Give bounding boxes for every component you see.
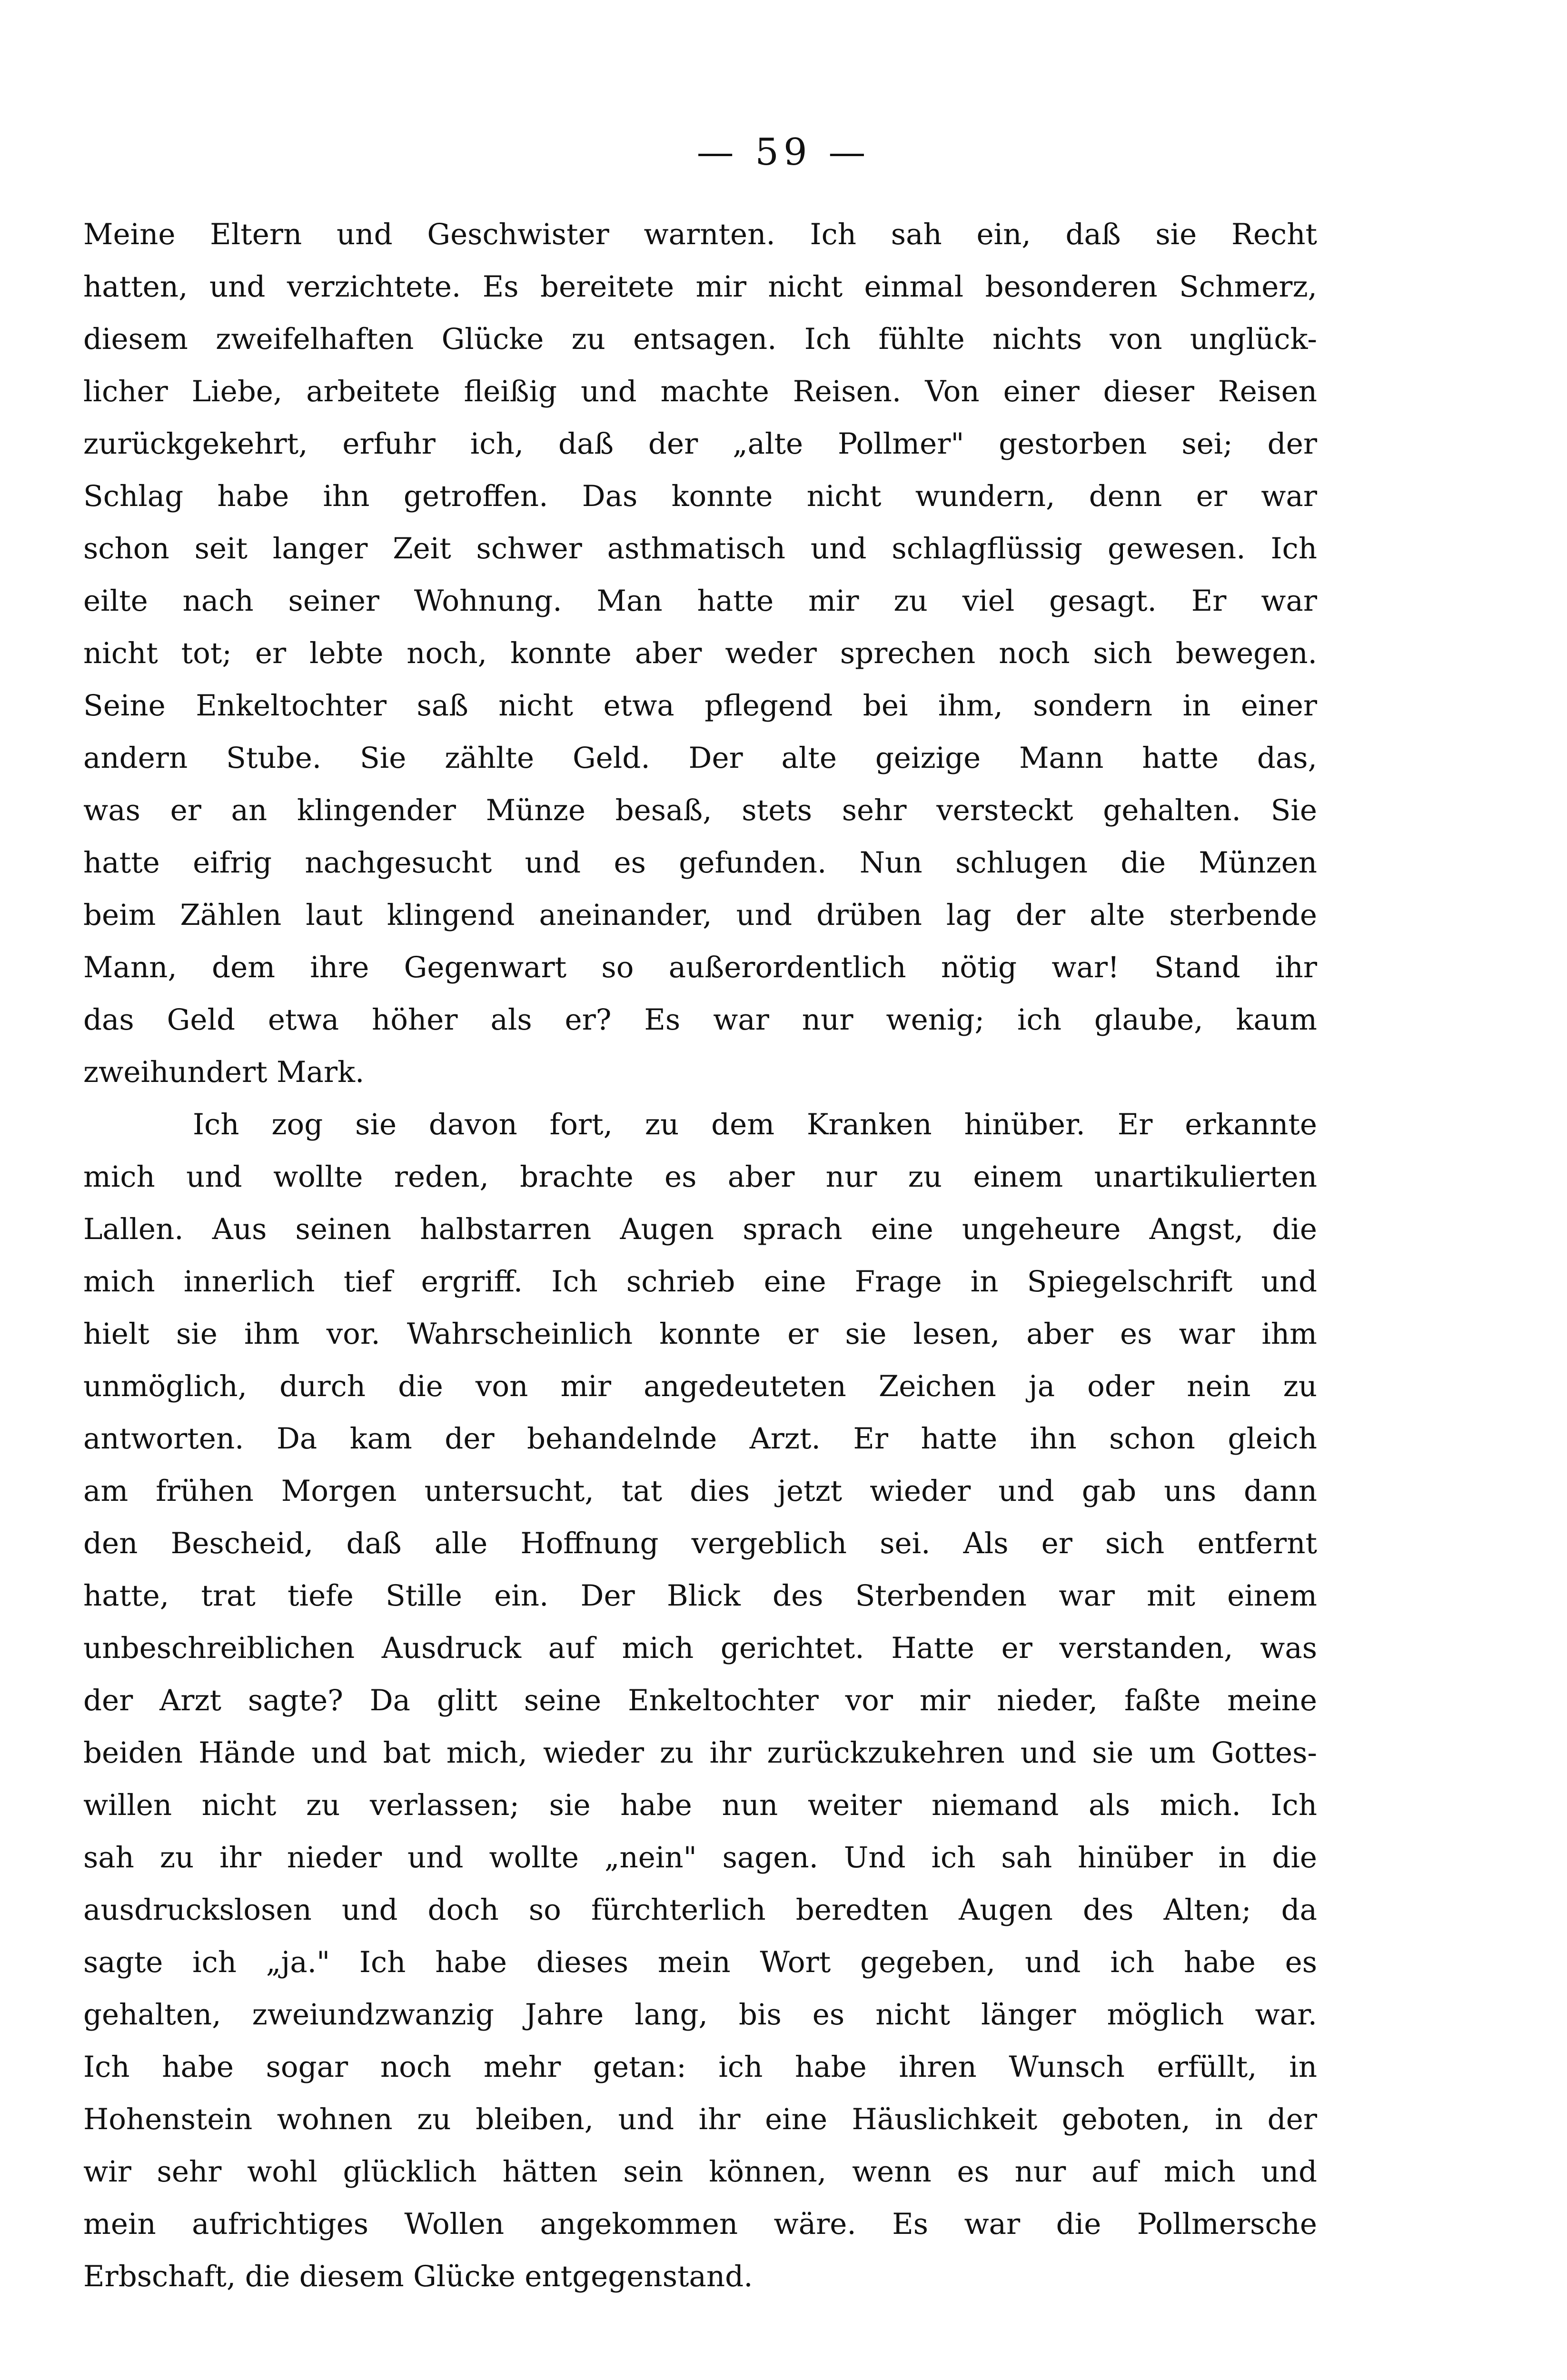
text-line: ausdruckslosen und doch so fürchterlich beredten Augen des Alten; da [83,1893,1317,1927]
text-line: zurückgekehrt, erfuhr ich, daß der „alte Pollmer" gestorben sei; der [83,427,1317,461]
text-line: Meine Eltern und Geschwister warnten. Ich sah ein, daß sie Recht [83,218,1317,251]
text-line: am frühen Morgen untersucht, tat dies jetzt wieder und gab uns dann [83,1474,1317,1508]
text-line: Lallen. Aus seinen halbstarren Augen sprach eine ungeheure Angst, die [83,1212,1317,1246]
text-line: beiden Hände und bat mich, wieder zu ihr zurückzukehren und sie um Gottes- [83,1736,1317,1770]
text-line: unmöglich, durch die von mir angedeuteten Zeichen ja oder nein zu [83,1369,1317,1403]
text-line: Schlag habe ihn getroffen. Das konnte nicht wundern, denn er war [83,479,1317,513]
text-line: mein aufrichtiges Wollen angekommen wäre. Es war die Pollmersche [83,2207,1317,2241]
text-line: das Geld etwa höher als er? Es war nur wenig; ich glaube, kaum [83,1003,1317,1037]
text-line: hielt sie ihm vor. Wahrscheinlich konnte er sie lesen, aber es war ihm [83,1317,1317,1351]
text-line: unbeschreiblichen Ausdruck auf mich gerichtet. Hatte er verstanden, was [83,1631,1317,1665]
text-line: Ich habe sogar noch mehr getan: ich habe ihren Wunsch erfüllt, in [83,2050,1317,2084]
text-line: mich und wollte reden, brachte es aber nur zu einem unartikulierten [83,1160,1317,1194]
text-line: eilte nach seiner Wohnung. Man hatte mir zu viel gesagt. Er war [83,584,1317,618]
text-line: den Bescheid, daß alle Hoffnung vergeblich sei. Als er sich entfernt [83,1527,1317,1560]
text-line: diesem zweifelhaften Glücke zu entsagen. Ich fühlte nichts von unglück- [83,322,1317,356]
text-line: hatten, und verzichtete. Es bereitete mir nicht einmal besonderen Schmerz, [83,270,1317,304]
text-line: andern Stube. Sie zählte Geld. Der alte geizige Mann hatte das, [83,741,1317,775]
text-line: nicht tot; er lebte noch, konnte aber weder sprechen noch sich bewegen. [83,636,1317,670]
text-line: wir sehr wohl glücklich hätten sein können, wenn es nur auf mich und [83,2155,1317,2189]
text-line: willen nicht zu verlassen; sie habe nun weiter niemand als mich. Ich [83,1788,1317,1822]
text-line: Mann, dem ihre Gegenwart so außerordentlich nötig war! Stand ihr [83,951,1317,984]
text-line: gehalten, zweiundzwanzig Jahre lang, bis es nicht länger möglich war. [83,1998,1317,2032]
text-line: Hohenstein wohnen zu bleiben, und ihr eine Häuslichkeit geboten, in der [83,2102,1317,2136]
paragraph-end-line: zweihundert Mark. [83,1055,365,1089]
text-line: hatte, trat tiefe Stille ein. Der Blick des Sterbenden war mit einem [83,1579,1317,1613]
paragraph-end-line: Erbschaft, die diesem Glücke entgegenstand. [83,2260,753,2293]
paragraph-start-line: Ich zog sie davon fort, zu dem Kranken hinüber. Er erkannte [193,1108,1317,1141]
text-line: mich innerlich tief ergriff. Ich schrieb eine Frage in Spiegelschrift und [83,1265,1317,1299]
text-line: hatte eifrig nachgesucht und es gefunden. Nun schlugen die Münzen [83,846,1317,880]
body-text [83,208,1317,2303]
text-line: sah zu ihr nieder und wollte „nein" sagen. Und ich sah hinüber in die [83,1841,1317,1874]
text-line: beim Zählen laut klingend aneinander, und drüben lag der alte sterbende [83,898,1317,932]
text-line: Seine Enkeltochter saß nicht etwa pflegend bei ihm, sondern in einer [83,689,1317,723]
text-line: licher Liebe, arbeitete fleißig und machte Reisen. Von einer dieser Reisen [83,375,1317,408]
text-line: sagte ich „ja." Ich habe dieses mein Wort gegeben, und ich habe es [83,1945,1317,1979]
text-line: was er an klingender Münze besaß, stets sehr versteckt gehalten. Sie [83,793,1317,827]
page-number: — 59 — [696,131,871,174]
text-line: antworten. Da kam der behandelnde Arzt. Er hatte ihn schon gleich [83,1422,1317,1456]
text-line: schon seit langer Zeit schwer asthmatisch und schlagflüssig gewesen. Ich [83,532,1317,565]
text-line: der Arzt sagte? Da glitt seine Enkeltochter vor mir nieder, faßte meine [83,1684,1317,1717]
